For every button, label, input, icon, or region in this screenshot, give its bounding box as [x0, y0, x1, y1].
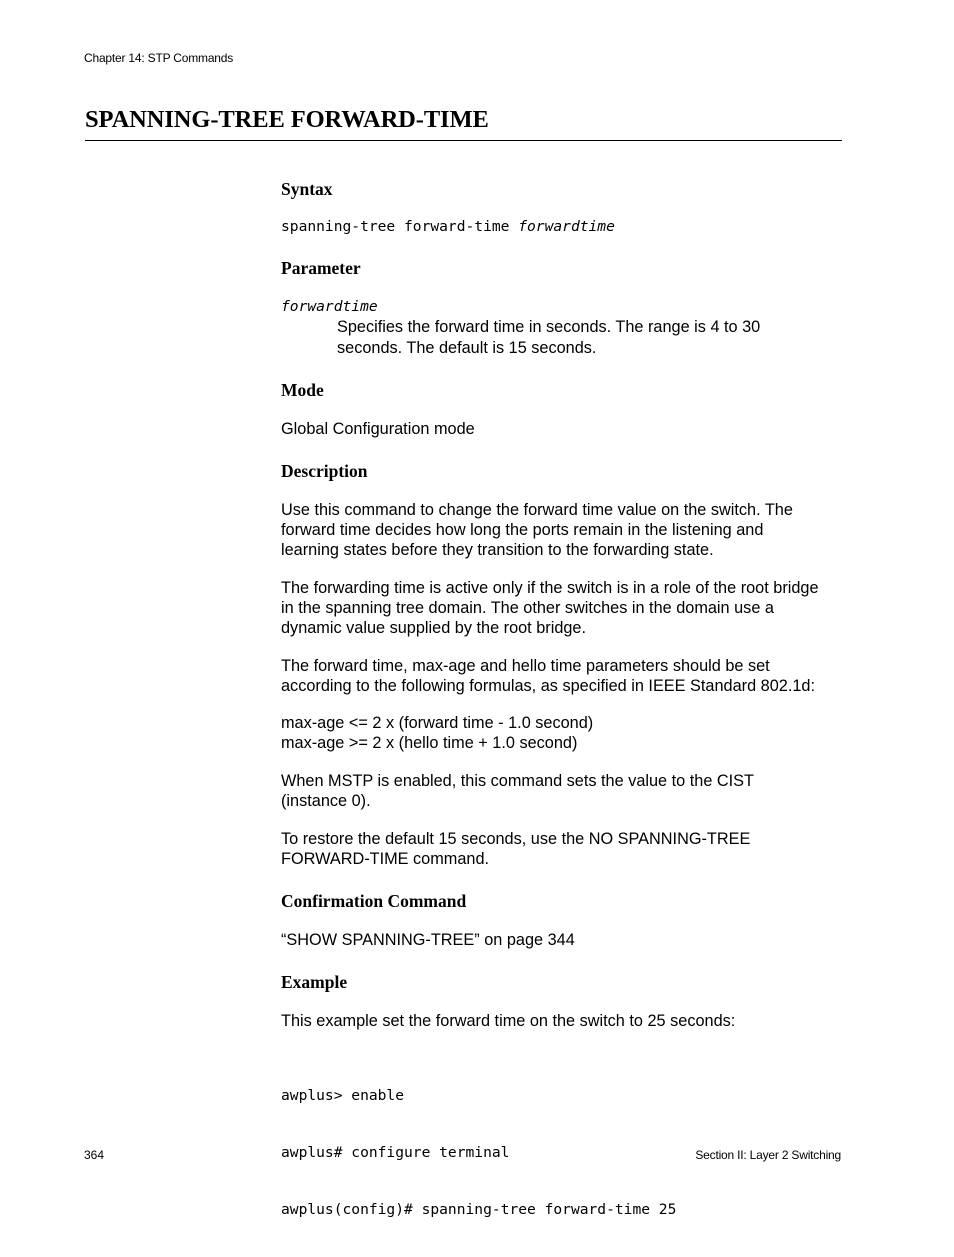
- code-line: awplus(config)# spanning-tree forward-time 25: [281, 1201, 677, 1218]
- syntax-command-text: spanning-tree forward-time: [281, 218, 519, 235]
- syntax-argument: forwardtime: [518, 218, 615, 235]
- description-line: dynamic value supplied by the root bridge.: [281, 619, 587, 637]
- mode-text: Global Configuration mode: [281, 420, 475, 438]
- syntax-command: [281, 217, 615, 236]
- example-intro: This example set the forward time on the switch to 25 seconds:: [281, 1012, 736, 1030]
- mode-heading: Mode: [281, 380, 324, 400]
- running-head: Chapter 14: STP Commands: [84, 51, 234, 65]
- description-line: according to the following formulas, as specified in IEEE Standard 802.1d:: [281, 677, 815, 695]
- description-line: The forwarding time is active only if the switch is in a role of the root bridge: [281, 579, 819, 597]
- example-code: [281, 1048, 676, 1257]
- footer-section: Section II: Layer 2 Switching: [695, 1148, 841, 1162]
- description-line: The forward time, max-age and hello time parameters should be set: [281, 657, 770, 675]
- formula-line: max-age >= 2 x (hello time + 1.0 second): [281, 734, 578, 752]
- description-paragraph: [281, 500, 793, 560]
- description-line: forward time decides how long the ports remain in the listening and: [281, 521, 764, 539]
- description-line: (instance 0).: [281, 792, 371, 810]
- page-number: 364: [84, 1148, 105, 1162]
- title-rule: [85, 140, 842, 141]
- description-line: FORWARD-TIME command.: [281, 850, 490, 868]
- parameter-description-line: Specifies the forward time in seconds. The range is 4 to 30: [337, 318, 761, 336]
- example-heading: Example: [281, 972, 348, 992]
- description-line: in the spanning tree domain. The other switches in the domain use a: [281, 599, 774, 617]
- description-line: learning states before they transition to the forwarding state.: [281, 541, 714, 559]
- syntax-heading: Syntax: [281, 179, 333, 199]
- code-line: awplus> enable: [281, 1087, 405, 1104]
- confirmation-link[interactable]: “SHOW SPANNING-TREE” on page 344: [281, 931, 575, 949]
- description-paragraph: [281, 656, 815, 696]
- parameter-heading: Parameter: [281, 258, 361, 278]
- parameter-description: [337, 317, 760, 359]
- description-paragraph: [281, 578, 819, 638]
- description-paragraph: [281, 771, 754, 811]
- parameter-name: forwardtime: [281, 298, 378, 315]
- code-line: awplus# configure terminal: [281, 1144, 510, 1161]
- description-line: To restore the default 15 seconds, use the NO SPANNING-TREE: [281, 830, 751, 848]
- parameter-description-line: seconds. The default is 15 seconds.: [337, 339, 597, 357]
- description-paragraph: [281, 829, 750, 869]
- formula-line: max-age <= 2 x (forward time - 1.0 second): [281, 714, 594, 732]
- formula-block: [281, 713, 593, 753]
- description-heading: Description: [281, 461, 368, 481]
- description-line: Use this command to change the forward time value on the switch. The: [281, 501, 793, 519]
- page-title: SPANNING-TREE FORWARD-TIME: [85, 106, 489, 133]
- confirmation-heading: Confirmation Command: [281, 891, 467, 911]
- description-line: When MSTP is enabled, this command sets the value to the CIST: [281, 772, 754, 790]
